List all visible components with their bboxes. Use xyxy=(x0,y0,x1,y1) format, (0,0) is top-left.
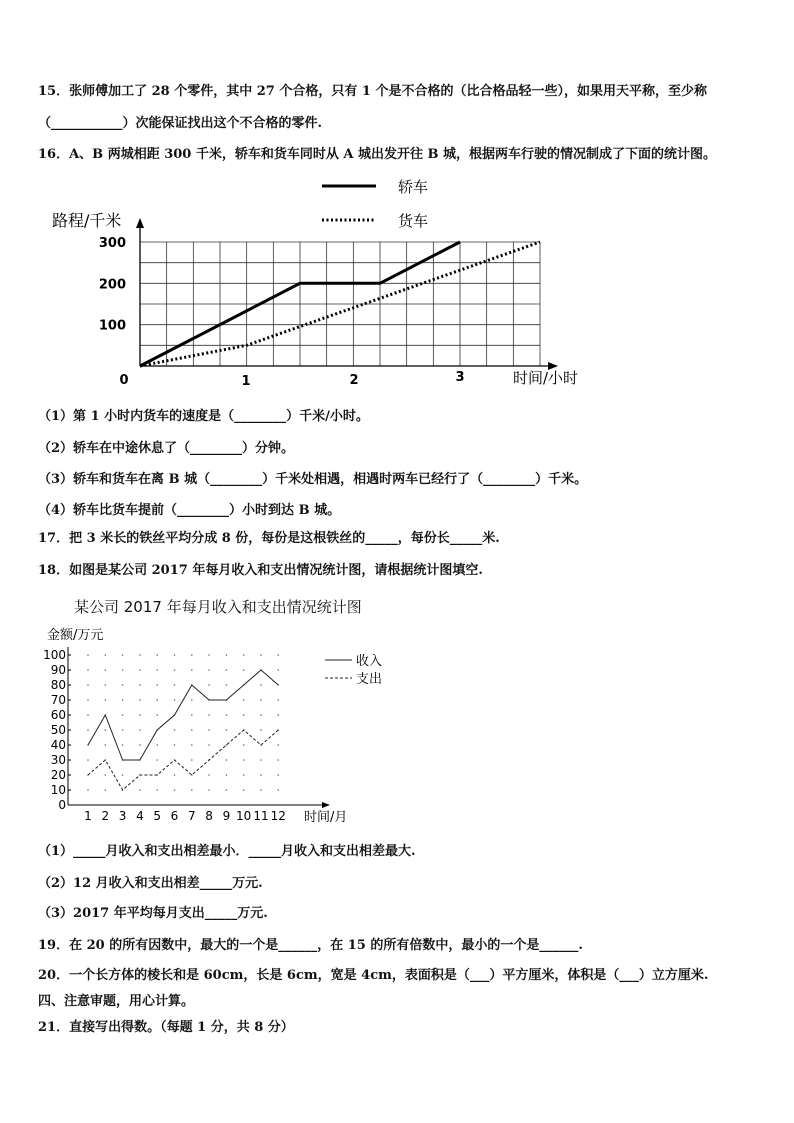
grid-dot xyxy=(139,654,141,656)
q17: 17．把 3 米长的铁丝平均分成 8 份，每份是这根铁丝的_____，每份长_____米. xyxy=(38,531,500,546)
grid-dot xyxy=(87,684,89,686)
y-tick-label: 100 xyxy=(43,648,66,662)
grid-dot xyxy=(105,789,107,791)
y-tick-label: 50 xyxy=(50,723,66,737)
legend-label: 收入 xyxy=(356,654,383,669)
x-tick-label: 5 xyxy=(153,809,162,823)
grid-dot xyxy=(191,669,193,671)
grid-dot xyxy=(226,789,228,791)
grid-dot xyxy=(243,774,245,776)
grid-dot xyxy=(156,759,158,761)
x-tick-label: 4 xyxy=(136,809,144,823)
grid-dot xyxy=(208,774,210,776)
y-tick-label: 100 xyxy=(98,318,126,334)
grid-dot xyxy=(226,669,228,671)
grid-dot xyxy=(226,684,228,686)
grid-dot xyxy=(105,729,107,731)
grid-dot xyxy=(139,699,141,701)
chart2-y-axis-label: 金额/万元 xyxy=(47,628,104,643)
chart2-legend xyxy=(325,653,382,687)
grid-dot xyxy=(191,789,193,791)
grid-dot xyxy=(191,759,193,761)
q19: 19．在 20 的所有因数中，最大的一个是______，在 15 的所有倍数中，最小的一个是______. xyxy=(38,938,583,953)
grid-dot xyxy=(278,669,280,671)
chart1-x-axis-label: 时间/小时 xyxy=(513,369,579,387)
q16-sub2: （2）轿车在中途休息了（________）分钟。 xyxy=(38,441,295,456)
grid-dot xyxy=(122,729,124,731)
grid-dot xyxy=(260,774,262,776)
q20: 20．一个长方体的棱长和是 60cm，长是 6cm，宽是 4cm，表面积是（___）平方厘米，体积是（___）立方厘米. xyxy=(38,968,709,983)
grid-dot xyxy=(278,774,280,776)
series-line-支出 xyxy=(88,730,278,790)
grid-dot xyxy=(139,714,141,716)
grid-dot xyxy=(156,744,158,746)
grid-dot xyxy=(139,669,141,671)
x-tick-label: 12 xyxy=(270,809,286,823)
grid-dot xyxy=(226,654,228,656)
x-tick-label: 1 xyxy=(84,809,92,823)
grid-dot xyxy=(122,669,124,671)
grid-dot xyxy=(105,669,107,671)
grid-dot xyxy=(87,729,89,731)
x-tick-label: 10 xyxy=(236,809,252,823)
chart1-legend xyxy=(322,178,428,230)
grid-dot xyxy=(139,729,141,731)
q16-intro: 16．A、B 两城相距 300 千米，轿车和货车同时从 A 城出发开往 B 城，根据两车行驶的情况制成了下面的统计图。 xyxy=(38,147,717,162)
grid-dot xyxy=(191,714,193,716)
grid-dot xyxy=(122,714,124,716)
x-tick-label: 2 xyxy=(349,373,359,388)
grid-dot xyxy=(105,699,107,701)
chart1-axes xyxy=(136,218,558,370)
grid-dot xyxy=(139,789,141,791)
y-axis-arrow xyxy=(136,218,144,228)
travel-distance-chart xyxy=(40,170,600,392)
grid-dot xyxy=(105,774,107,776)
series-line-收入 xyxy=(88,670,278,760)
grid-dot xyxy=(260,714,262,716)
y-tick-label: 90 xyxy=(50,663,66,677)
grid-dot xyxy=(156,789,158,791)
grid-dot xyxy=(191,744,193,746)
x-tick-label: 3 xyxy=(118,809,127,823)
chart2-series xyxy=(88,670,278,790)
grid-dot xyxy=(243,699,245,701)
grid-dot xyxy=(156,714,158,716)
grid-dot xyxy=(260,699,262,701)
grid-dot xyxy=(156,684,158,686)
grid-dot xyxy=(226,774,228,776)
q18-sub2: （2）12 月收入和支出相差_____万元. xyxy=(38,876,263,891)
grid-dot xyxy=(87,789,89,791)
x-tick-label: 8 xyxy=(205,809,213,823)
grid-dot xyxy=(122,774,124,776)
grid-dot xyxy=(243,654,245,656)
x-tick-label: 2 xyxy=(101,809,110,823)
x-tick-label: 7 xyxy=(187,809,196,823)
grid-dot xyxy=(208,789,210,791)
grid-dot xyxy=(156,699,158,701)
y-tick-label: 60 xyxy=(50,708,66,722)
grid-dot xyxy=(156,654,158,656)
grid-dot xyxy=(174,729,176,731)
legend-label: 货车 xyxy=(398,212,429,230)
grid-dot xyxy=(278,759,280,761)
grid-dot xyxy=(278,714,280,716)
grid-dot xyxy=(208,714,210,716)
q18-sub1: （1）_____月收入和支出相差最小．_____月收入和支出相差最大. xyxy=(38,844,416,859)
chart2-x-axis-label: 时间/月 xyxy=(304,810,348,825)
grid-dot xyxy=(243,669,245,671)
grid-dot xyxy=(243,714,245,716)
grid-dot xyxy=(278,744,280,746)
y-tick-label: 30 xyxy=(50,753,66,767)
grid-dot xyxy=(105,654,107,656)
legend-label: 支出 xyxy=(356,672,383,687)
chart1-y-axis-label: 路程/千米 xyxy=(52,211,122,230)
grid-dot xyxy=(139,684,141,686)
q15-line1: 15．张师傅加工了 28 个零件，其中 27 个合格，只有 1 个是不合格的（比合格品轻一些），如果用天平称，至少称 xyxy=(38,84,707,99)
chart2-grid xyxy=(87,654,279,791)
grid-dot xyxy=(208,654,210,656)
y-tick-label: 40 xyxy=(50,738,66,752)
grid-dot xyxy=(226,714,228,716)
grid-dot xyxy=(122,684,124,686)
grid-dot xyxy=(191,699,193,701)
grid-dot xyxy=(174,684,176,686)
grid-dot xyxy=(208,669,210,671)
grid-dot xyxy=(105,744,107,746)
grid-dot xyxy=(260,789,262,791)
chart2-axes xyxy=(68,647,330,808)
grid-dot xyxy=(191,729,193,731)
y-tick-label: 70 xyxy=(50,693,66,707)
q18-sub3: （3）2017 年平均每月支出_____万元. xyxy=(38,906,268,921)
grid-dot xyxy=(105,684,107,686)
grid-dot xyxy=(174,669,176,671)
grid-dot xyxy=(87,759,89,761)
section-4-heading: 四、注意审题，用心计算。 xyxy=(38,994,195,1009)
grid-dot xyxy=(191,654,193,656)
grid-dot xyxy=(260,759,262,761)
grid-dot xyxy=(208,744,210,746)
grid-dot xyxy=(226,759,228,761)
x-tick-label: 0 xyxy=(119,373,129,388)
q16-sub4: （4）轿车比货车提前（________）小时到达 B 城。 xyxy=(38,503,341,518)
grid-dot xyxy=(278,699,280,701)
grid-dot xyxy=(278,789,280,791)
grid-dot xyxy=(260,654,262,656)
y-tick-label: 300 xyxy=(98,236,126,251)
x-tick-label: 6 xyxy=(170,809,179,823)
grid-dot xyxy=(278,654,280,656)
grid-dot xyxy=(87,699,89,701)
q16-sub3: （3）轿车和货车在离 B 城（________）千米处相遇，相遇时两车已经行了（________）千米。 xyxy=(38,472,588,487)
grid-dot xyxy=(174,654,176,656)
income-expense-chart xyxy=(40,620,400,830)
q15-line2: （___________）次能保证找出这个不合格的零件. xyxy=(38,116,323,131)
x-tick-label: 9 xyxy=(222,809,231,823)
grid-dot xyxy=(122,699,124,701)
q21: 21．直接写出得数。（每题 1 分，共 8 分） xyxy=(38,1020,294,1035)
grid-dot xyxy=(243,759,245,761)
y-tick-label: 20 xyxy=(50,768,66,782)
y-tick-label: 80 xyxy=(50,678,66,692)
grid-dot xyxy=(208,684,210,686)
grid-dot xyxy=(226,729,228,731)
grid-dot xyxy=(87,669,89,671)
x-tick-label: 11 xyxy=(253,809,269,823)
grid-dot xyxy=(174,744,176,746)
grid-dot xyxy=(208,729,210,731)
y-tick-label: 200 xyxy=(98,277,126,293)
grid-dot xyxy=(174,699,176,701)
x-tick-label: 1 xyxy=(241,374,251,389)
grid-dot xyxy=(156,669,158,671)
y-tick-label: 0 xyxy=(58,798,66,812)
grid-dot xyxy=(87,714,89,716)
grid-dot xyxy=(243,744,245,746)
y-tick-label: 10 xyxy=(50,783,66,797)
grid-dot xyxy=(139,744,141,746)
q16-sub1: （1）第 1 小时内货车的速度是（________）千米/小时。 xyxy=(38,409,369,424)
grid-dot xyxy=(122,654,124,656)
grid-dot xyxy=(260,684,262,686)
legend-label: 轿车 xyxy=(398,178,429,196)
x-axis-arrow xyxy=(322,802,330,808)
grid-dot xyxy=(243,789,245,791)
chart1-grid xyxy=(140,242,540,366)
grid-dot xyxy=(174,774,176,776)
chart2-title: 某公司 2017 年每月收入和支出情况统计图 xyxy=(74,598,362,616)
x-tick-label: 3 xyxy=(455,370,465,385)
q18-intro: 18．如图是某公司 2017 年每月收入和支出情况统计图，请根据统计图填空. xyxy=(38,563,483,578)
grid-dot xyxy=(174,789,176,791)
grid-dot xyxy=(260,729,262,731)
grid-dot xyxy=(87,654,89,656)
grid-dot xyxy=(122,744,124,746)
